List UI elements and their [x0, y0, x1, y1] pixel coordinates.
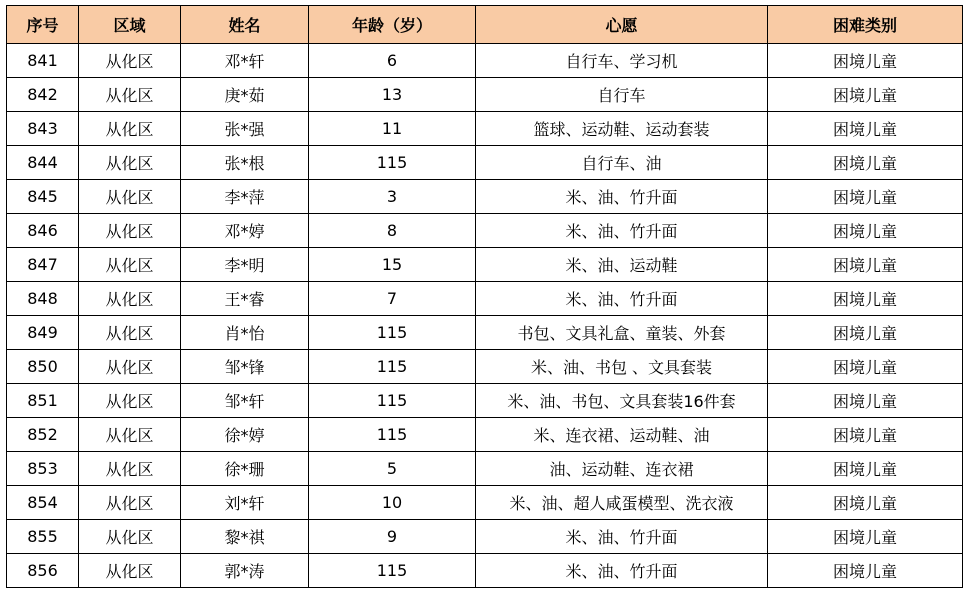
wish-cell[interactable]: 自行车、油	[476, 146, 768, 180]
table-row	[7, 146, 963, 180]
wish-cell[interactable]: 米、油、竹升面	[476, 554, 768, 588]
wish-cell[interactable]: 米、油、运动鞋	[476, 248, 768, 282]
name-cell[interactable]: 郭*涛	[181, 554, 309, 588]
category-cell[interactable]: 困境儿童	[768, 452, 963, 486]
name-cell[interactable]: 李*萍	[181, 180, 309, 214]
age-cell[interactable]: 5	[309, 452, 476, 486]
spreadsheet-table-container	[6, 5, 963, 588]
index-cell[interactable]: 842	[7, 78, 79, 112]
name-cell[interactable]: 黎*祺	[181, 520, 309, 554]
table-body	[7, 44, 963, 588]
header-row	[7, 6, 963, 44]
category-cell[interactable]: 困境儿童	[768, 112, 963, 146]
name-cell[interactable]: 李*明	[181, 248, 309, 282]
category-cell[interactable]: 困境儿童	[768, 418, 963, 452]
table-row	[7, 486, 963, 520]
category-cell[interactable]: 困境儿童	[768, 248, 963, 282]
category-cell[interactable]: 困境儿童	[768, 384, 963, 418]
name-cell[interactable]: 刘*轩	[181, 486, 309, 520]
age-cell[interactable]: 7	[309, 282, 476, 316]
wish-list-table	[6, 5, 963, 588]
district-cell[interactable]: 从化区	[79, 112, 181, 146]
category-cell[interactable]: 困境儿童	[768, 486, 963, 520]
wish-cell[interactable]: 篮球、运动鞋、运动套装	[476, 112, 768, 146]
category-cell[interactable]: 困境儿童	[768, 350, 963, 384]
wish-cell[interactable]: 书包、文具礼盒、童装、外套	[476, 316, 768, 350]
age-cell[interactable]: 15	[309, 248, 476, 282]
index-cell[interactable]: 843	[7, 112, 79, 146]
index-cell[interactable]: 852	[7, 418, 79, 452]
name-cell[interactable]: 王*睿	[181, 282, 309, 316]
wish-cell[interactable]: 米、油、竹升面	[476, 180, 768, 214]
table-row	[7, 554, 963, 588]
age-cell[interactable]: 9	[309, 520, 476, 554]
district-cell[interactable]: 从化区	[79, 282, 181, 316]
table-row	[7, 316, 963, 350]
wish-cell[interactable]: 米、油、书包、文具套装16件套	[476, 384, 768, 418]
header-category: 困难类别	[768, 6, 963, 44]
age-cell[interactable]: 8	[309, 214, 476, 248]
header-name: 姓名	[181, 6, 309, 44]
age-cell[interactable]: 6	[309, 44, 476, 78]
name-cell[interactable]: 邓*婷	[181, 214, 309, 248]
header-age: 年龄（岁）	[309, 6, 476, 44]
district-cell[interactable]: 从化区	[79, 214, 181, 248]
district-cell[interactable]: 从化区	[79, 350, 181, 384]
category-cell[interactable]: 困境儿童	[768, 316, 963, 350]
index-cell[interactable]: 848	[7, 282, 79, 316]
wish-cell[interactable]: 米、油、竹升面	[476, 214, 768, 248]
category-cell[interactable]: 困境儿童	[768, 180, 963, 214]
district-cell[interactable]: 从化区	[79, 316, 181, 350]
category-cell[interactable]: 困境儿童	[768, 520, 963, 554]
index-cell[interactable]: 841	[7, 44, 79, 78]
index-cell[interactable]: 850	[7, 350, 79, 384]
wish-cell[interactable]: 米、油、超人咸蛋模型、洗衣液	[476, 486, 768, 520]
age-cell[interactable]: 11	[309, 112, 476, 146]
index-cell[interactable]: 856	[7, 554, 79, 588]
district-cell[interactable]: 从化区	[79, 554, 181, 588]
wish-cell[interactable]: 油、运动鞋、连衣裙	[476, 452, 768, 486]
category-cell[interactable]: 困境儿童	[768, 44, 963, 78]
age-cell[interactable]: 115	[309, 146, 476, 180]
district-cell[interactable]: 从化区	[79, 418, 181, 452]
category-cell[interactable]: 困境儿童	[768, 214, 963, 248]
name-cell[interactable]: 邹*锋	[181, 350, 309, 384]
index-cell[interactable]: 854	[7, 486, 79, 520]
wish-cell[interactable]: 米、油、竹升面	[476, 282, 768, 316]
index-cell[interactable]: 851	[7, 384, 79, 418]
header-district: 区域	[79, 6, 181, 44]
wish-cell[interactable]: 自行车、学习机	[476, 44, 768, 78]
category-cell[interactable]: 困境儿童	[768, 146, 963, 180]
age-cell[interactable]: 3	[309, 180, 476, 214]
district-cell[interactable]: 从化区	[79, 78, 181, 112]
age-cell[interactable]: 13	[309, 78, 476, 112]
age-cell[interactable]: 115	[309, 316, 476, 350]
name-cell[interactable]: 肖*怡	[181, 316, 309, 350]
name-cell[interactable]: 邹*轩	[181, 384, 309, 418]
index-cell[interactable]: 847	[7, 248, 79, 282]
header-index: 序号	[7, 6, 79, 44]
name-cell[interactable]: 徐*婷	[181, 418, 309, 452]
table-row	[7, 112, 963, 146]
name-cell[interactable]: 邓*轩	[181, 44, 309, 78]
table-row	[7, 282, 963, 316]
age-cell[interactable]: 10	[309, 486, 476, 520]
index-cell[interactable]: 846	[7, 214, 79, 248]
table-row	[7, 520, 963, 554]
district-cell[interactable]: 从化区	[79, 146, 181, 180]
age-cell[interactable]: 115	[309, 418, 476, 452]
district-cell[interactable]: 从化区	[79, 520, 181, 554]
header-wish: 心愿	[476, 6, 768, 44]
wish-cell[interactable]: 米、连衣裙、运动鞋、油	[476, 418, 768, 452]
wish-cell[interactable]: 自行车	[476, 78, 768, 112]
table-row	[7, 248, 963, 282]
name-cell[interactable]: 庚*茹	[181, 78, 309, 112]
table-row	[7, 78, 963, 112]
table-row	[7, 214, 963, 248]
district-cell[interactable]: 从化区	[79, 452, 181, 486]
table-row	[7, 418, 963, 452]
table-row	[7, 350, 963, 384]
wish-cell[interactable]: 米、油、书包 、文具套装	[476, 350, 768, 384]
name-cell[interactable]: 张*根	[181, 146, 309, 180]
district-cell[interactable]: 从化区	[79, 384, 181, 418]
name-cell[interactable]: 徐*珊	[181, 452, 309, 486]
category-cell[interactable]: 困境儿童	[768, 78, 963, 112]
category-cell[interactable]: 困境儿童	[768, 282, 963, 316]
index-cell[interactable]: 844	[7, 146, 79, 180]
index-cell[interactable]: 855	[7, 520, 79, 554]
table-row	[7, 452, 963, 486]
index-cell[interactable]: 845	[7, 180, 79, 214]
wish-cell[interactable]: 米、油、竹升面	[476, 520, 768, 554]
table-row	[7, 180, 963, 214]
age-cell[interactable]: 115	[309, 350, 476, 384]
category-cell[interactable]: 困境儿童	[768, 554, 963, 588]
district-cell[interactable]: 从化区	[79, 486, 181, 520]
district-cell[interactable]: 从化区	[79, 248, 181, 282]
table-row	[7, 384, 963, 418]
index-cell[interactable]: 853	[7, 452, 79, 486]
index-cell[interactable]: 849	[7, 316, 79, 350]
district-cell[interactable]: 从化区	[79, 180, 181, 214]
table-row	[7, 44, 963, 78]
name-cell[interactable]: 张*强	[181, 112, 309, 146]
age-cell[interactable]: 115	[309, 554, 476, 588]
age-cell[interactable]: 115	[309, 384, 476, 418]
district-cell[interactable]: 从化区	[79, 44, 181, 78]
